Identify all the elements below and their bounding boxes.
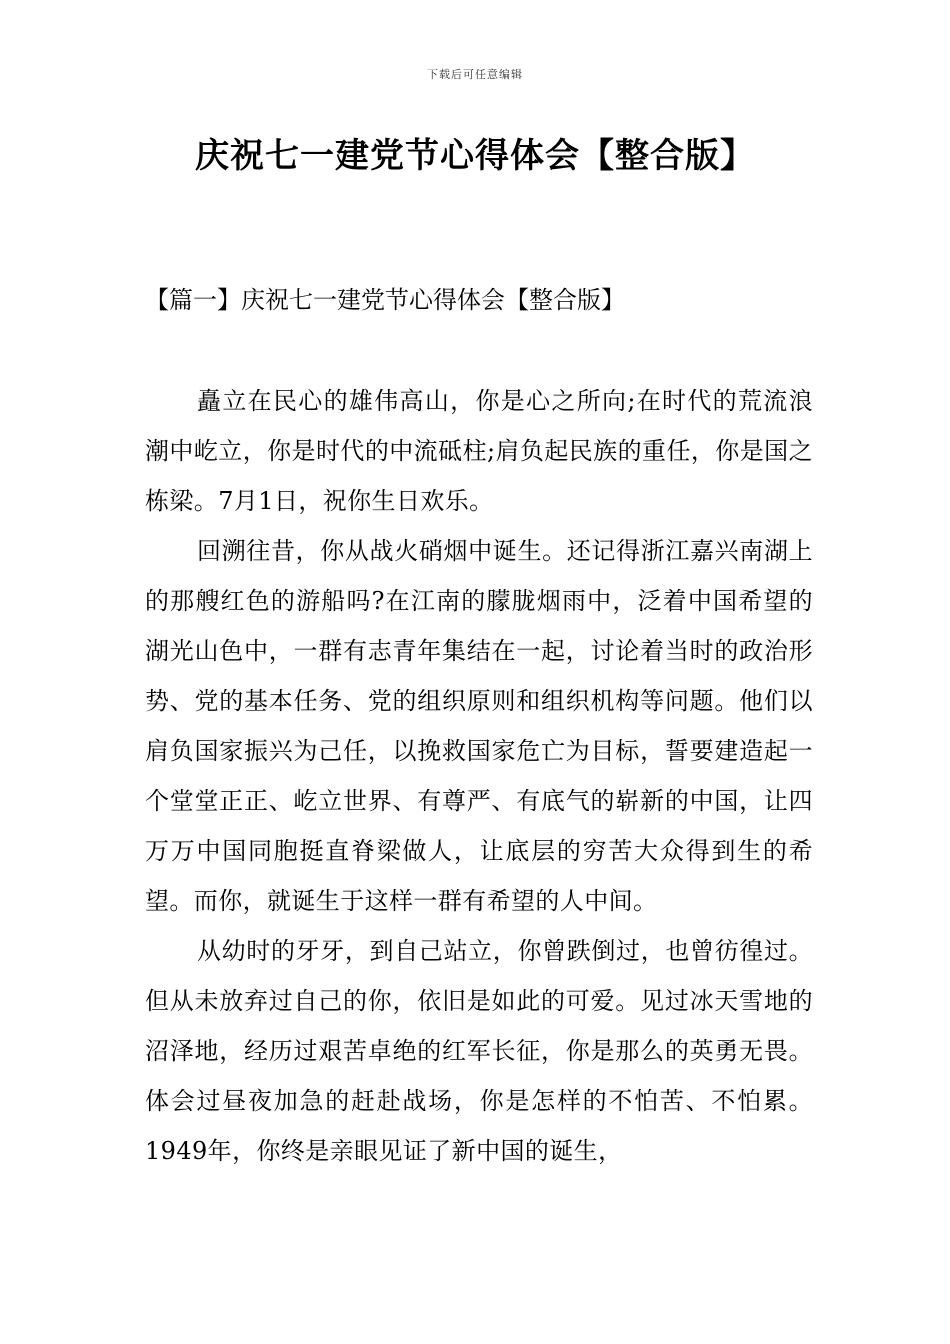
document-title: 庆祝七一建党节心得体会【整合版】 [195,136,755,176]
section-heading: 【篇一】庆祝七一建党节心得体会【整合版】 [145,286,625,314]
paragraph-2: 回溯往昔，你从战火硝烟中诞生。还记得浙江嘉兴南湖上的那艘红色的游船吗?在江南的朦胧烟雨中，泛着中国希望的湖光山色中，一群有志青年集结在一起，讨论着当时的政治形势、党的基本任务、党的组织原则和组织机构等问题。他们以肩负国家振兴为己任，以挽救国家危亡为目标，誓要建造起一个堂堂正正、屹立世界、有尊严、有底气的崭新的中国，让四万万中国同胞挺直脊梁做人，让底层的穷苦大众得到生的希望。而你，就诞生于这样一群有希望的人中间。 [145,537,813,915]
body-text [145,376,813,1176]
paragraph-1: 矗立在民心的雄伟高山，你是心之所向;在时代的荒流浪潮中屹立，你是时代的中流砥柱;肩负起民族的重任，你是国之栋梁。7月1日，祝你生日欢乐。 [145,387,813,515]
header-note: 下载后可任意编辑 [427,68,523,81]
paragraph-3: 从幼时的牙牙，到自己站立，你曾跌倒过，也曾彷徨过。但从未放弃过自己的你，依旧是如此的可爱。见过冰天雪地的沼泽地，经历过艰苦卓绝的红军长征，你是那么的英勇无畏。体会过昼夜加急的赶赴战场，你是怎样的不怕苦、不怕累。1949年，你终是亲眼见证了新中国的诞生， [145,937,813,1165]
